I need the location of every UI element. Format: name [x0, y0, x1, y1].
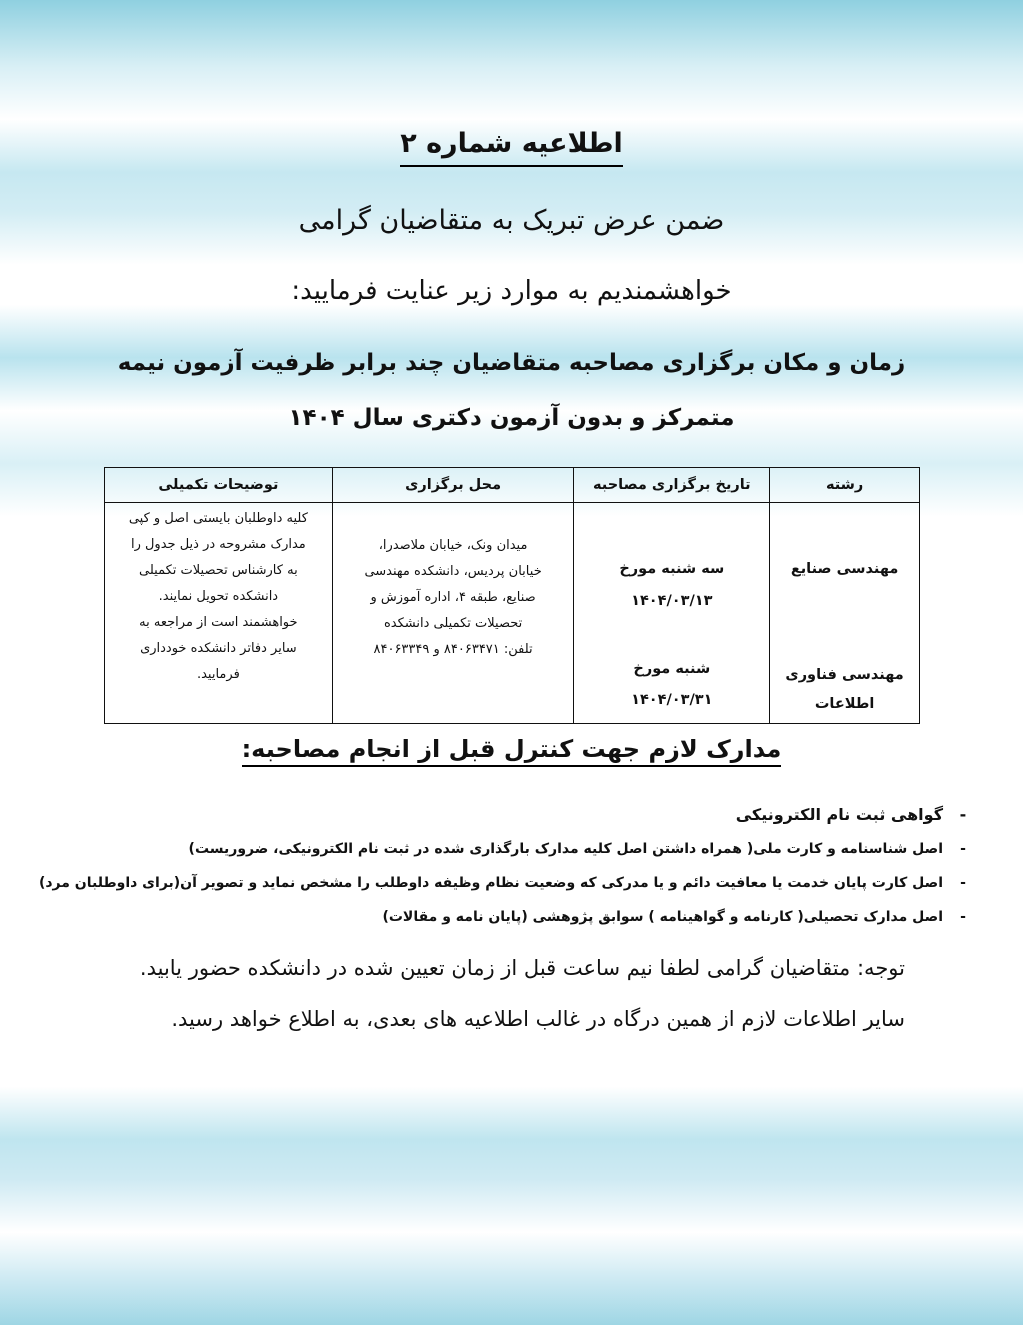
table-row — [105, 503, 920, 724]
field-cell — [770, 503, 920, 724]
greeting-line: ضمن عرض تبریک به متقاضیان گرامی — [298, 205, 725, 236]
list-dash: - — [960, 875, 966, 891]
date-1-value: ۱۴۰۴/۰۳/۱۳ — [631, 593, 713, 609]
list-item — [23, 866, 973, 900]
interview-schedule-table — [104, 467, 920, 724]
attention-note: توجه: متقاضیان گرامی لطفا نیم ساعت قبل از زمان تعیین شده در دانشکده حضور یابید. — [139, 956, 905, 980]
announcement-title — [0, 128, 1023, 159]
interview-heading-line-1: زمان و مکان برگزاری مصاحبه متقاضیان چند برابر ظرفیت آزمون نیمه — [117, 350, 906, 376]
list-item — [23, 832, 973, 866]
list-dash: - — [959, 805, 967, 824]
document-text: اصل کارت پایان خدمت یا معافیت دائم و یا مدرکی که وضعیت نظام وظیفه داوطلب را مشخص نماید و تصویر آن(برای داوطلبان مرد) — [38, 875, 943, 891]
notes-line: دانشکده تحویل نمایند. — [158, 589, 279, 604]
list-dash: - — [960, 909, 966, 925]
location-text — [333, 533, 574, 663]
header-location: محل برگزاری — [332, 468, 574, 503]
header-date: تاریخ برگزاری مصاحبه — [574, 468, 770, 503]
field-industrial: مهندسی صنایع — [790, 561, 899, 577]
table-header-row — [105, 468, 920, 503]
request-line: خواهشمندیم به موارد زیر عنایت فرمایید: — [291, 276, 732, 306]
notes-line: مدارک مشروحه در ذیل جدول را — [130, 537, 306, 552]
location-cell — [332, 503, 574, 724]
documents-title — [0, 735, 1023, 763]
location-line: تحصیلات تکمیلی دانشکده — [383, 616, 523, 631]
field-it: مهندسی فناوری اطلاعات — [785, 667, 904, 712]
date-cell — [574, 503, 770, 724]
date-2-label: شنبه مورخ — [633, 661, 711, 677]
notes-line: خواهشمند است از مراجعه به — [139, 615, 298, 630]
notes-line: فرمایید. — [196, 667, 240, 682]
announcement-title-text: اطلاعیه شماره ۲ — [400, 128, 623, 167]
notes-line: به کارشناس تحصیلات تکمیلی — [139, 563, 298, 578]
date-2-value: ۱۴۰۴/۰۳/۳۱ — [631, 692, 713, 708]
notes-line: کلیه داوطلبان بایستی اصل و کپی — [128, 511, 308, 526]
documents-list — [23, 798, 973, 934]
date-1-label: سه شنبه مورخ — [619, 561, 725, 577]
header-field: رشته — [770, 468, 920, 503]
header-notes: توضیحات تکمیلی — [105, 468, 333, 503]
location-line: خیابان پردیس، دانشکده مهندسی — [364, 564, 542, 579]
document-text: اصل شناسنامه و کارت ملی( همراه داشتن اصل کلیه مدارک بارگذاری شده در ثبت نام الکترونیکی، ضروریست) — [188, 841, 943, 857]
location-line: میدان ونک، خیابان ملاصدرا، — [378, 538, 528, 553]
interview-heading-line-2: متمرکز و بدون آزمون دکتری سال ۱۴۰۴ — [288, 405, 735, 431]
document-text: اصل مدارک تحصیلی( کارنامه و گواهینامه ) سوابق پژوهشی (پایان نامه و مقالات) — [382, 909, 943, 925]
location-phone: تلفن: ۸۴۰۶۳۴۷۱ و ۸۴۰۶۳۳۴۹ — [373, 642, 533, 657]
list-dash: - — [960, 841, 966, 857]
further-info-note: سایر اطلاعات لازم از همین درگاه در غالب اطلاعیه های بعدی، به اطلاع خواهد رسید. — [171, 1007, 905, 1031]
notes-line: سایر دفاتر دانشکده خودداری — [140, 641, 297, 656]
list-item — [23, 798, 973, 832]
list-item — [23, 900, 973, 934]
documents-title-text: مدارک لازم جهت کنترل قبل از انجام مصاحبه: — [242, 735, 782, 767]
location-line: صنایع، طبقه ۴، اداره آموزش و — [370, 590, 536, 605]
document-text: گواهی ثبت نام الکترونیکی — [735, 805, 943, 824]
notes-text — [105, 506, 332, 688]
notes-cell — [105, 503, 333, 724]
